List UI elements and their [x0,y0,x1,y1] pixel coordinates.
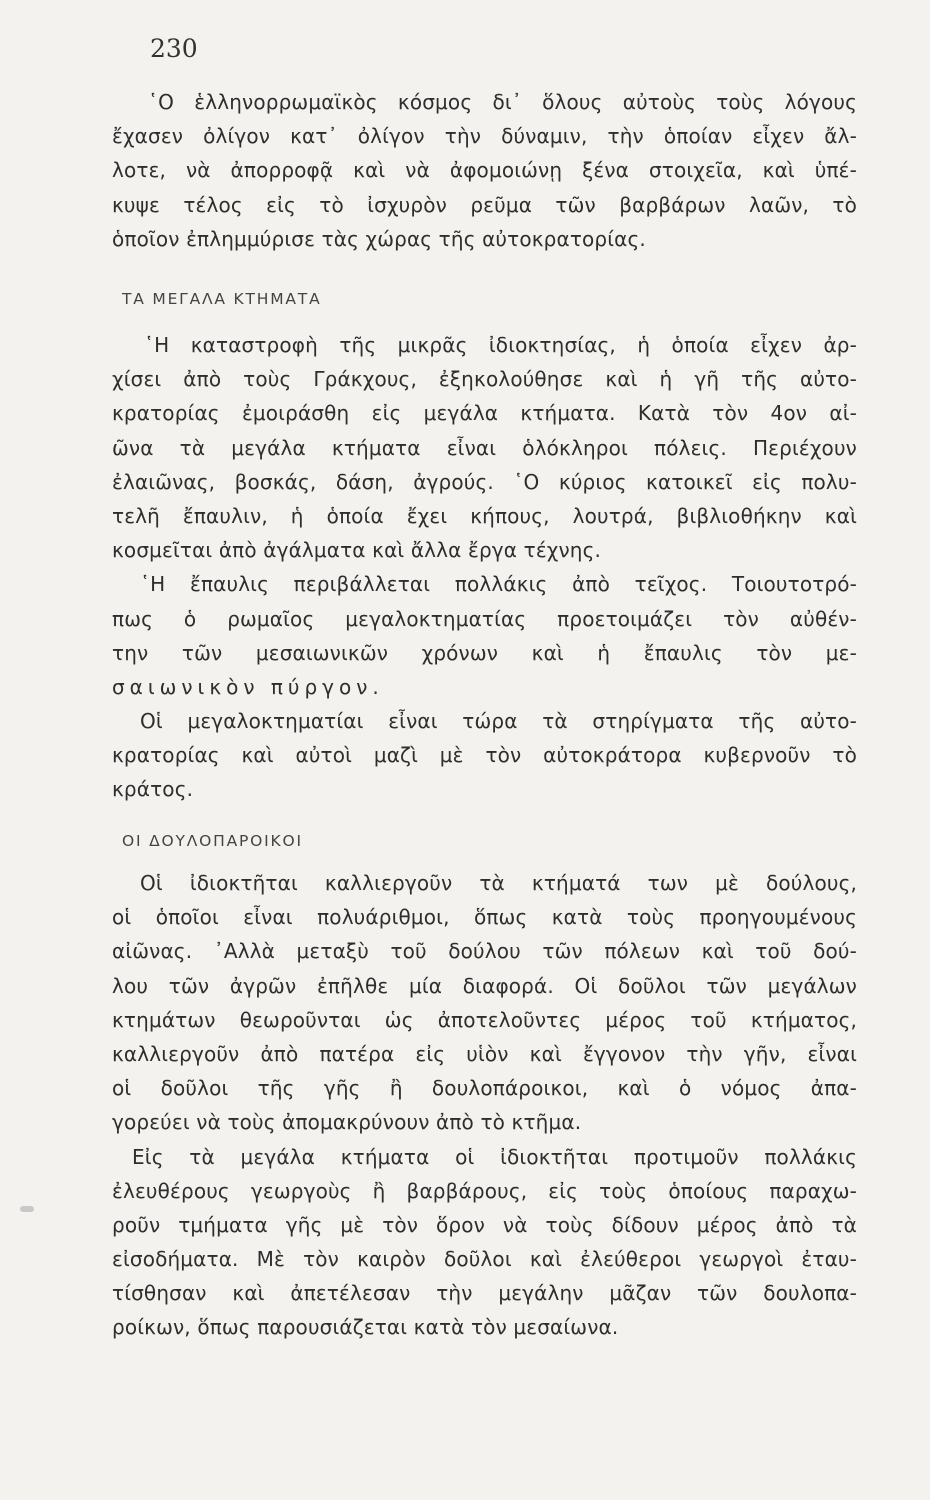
text-line: πως ὁ ρωμαῖος μεγαλοκτηματίας προετοιμάζει τὸν αὐθέν- [112,606,857,631]
text-line: κοσμεῖται ἀπὸ ἀγάλματα καὶ ἄλλα ἔργα τέχνης. [112,538,602,563]
text-line: κυψε τέλος εἰς τὸ ἰσχυρὸν ρεῦμα τῶν βαρβάρων λαῶν, τὸ [112,192,857,217]
text-line: ῶνα τὰ μεγάλα κτήματα εἶναι ὁλόκληροι πόλεις. Περιέχουν [112,435,857,460]
text-line: ῾Η ἔπαυλις περιβάλλεται πολλάκις ἀπὸ τεῖχος. Τοιουτοτρό- [140,572,857,597]
text-line: ροίκων, ὅπως παρουσιάζεται κατὰ τὸν μεσαίωνα. [112,1315,619,1340]
text-line: τελῆ ἔπαυλιν, ἡ ὁποία ἔχει κήπους, λουτρά, βιβλιοθήκην καὶ [112,503,857,528]
text-line: κτημάτων θεωροῦνται ὡς ἀποτελοῦντες μέρος τοῦ κτήματος, [112,1007,857,1032]
opening-paragraph [112,85,857,256]
text-line: γορεύει νὰ τοὺς ἀπομακρύνουν ἀπὸ τὸ κτῆμα. [112,1110,582,1135]
text-line: χίσει ἀπὸ τοὺς Γράκχους, ἐξηκολούθησε καὶ ἡ γῆ τῆς αὐτο- [112,367,857,392]
text-line: εἰσοδήματα. Μὲ τὸν καιρὸν δοῦλοι καὶ ἐλεύθεροι γεωργοὶ ἐταυ- [112,1247,857,1272]
text-line: τίσθησαν καὶ ἀπετέλεσαν τὴν μεγάλην μᾶζαν τῶν δουλοπα- [112,1281,857,1306]
text-line: ῾Ο ἑλληνορρωμαϊκὸς κόσμος δι᾽ ὅλους αὐτοὺς τοὺς λόγους [148,90,857,114]
text-line: οἱ δοῦλοι τῆς γῆς ἢ δουλοπάροικοι, καὶ ὁ νόμος ἀπα- [112,1076,857,1101]
text-line: αἰῶνας. ᾿Αλλὰ μεταξὺ τοῦ δούλου τῶν πόλεων καὶ τοῦ δού- [112,939,857,964]
text-line: ὁποῖον ἐπλημμύρισε τὰς χώρας τῆς αὐτοκρατορίας. [112,226,646,251]
text-line: λου τῶν ἀγρῶν ἐπῆλθε μία διαφορά. Οἱ δοῦλοι τῶν μεγάλων [112,973,857,998]
text-line: καλλιεργοῦν ἀπὸ πατέρα εἰς υἱὸν καὶ ἔγγονον τὴν γῆν, εἶναι [112,1041,857,1066]
text-line: Οἱ ἰδιοκτῆται καλλιεργοῦν τὰ κτήματά των μὲ δούλους, [140,871,857,895]
text-line: ἐλαιῶνας, βοσκάς, δάση, ἀγρούς. ῾Ο κύριος κατοικεῖ εἰς πολυ- [112,469,857,494]
text-line: ἐλευθέρους γεωργοὺς ἢ βαρβάρους, εἰς τοὺς ὁποίους παραχω- [112,1178,857,1203]
text-line: Οἱ μεγαλοκτηματίαι εἶναι τώρα τὰ στηρίγματα τῆς αὐτο- [140,709,857,734]
text-line: κράτος. [112,777,194,802]
text-line: ῾Η καταστροφὴ τῆς μικρᾶς ἰδιοκτησίας, ἡ ὁποία εἶχεν ἀρ- [144,333,857,357]
text-line: ἔχασεν ὀλίγον κατ᾽ ὀλίγον τὴν δύναμιν, τὴν ὁποίαν εἶχεν ἄλ- [112,124,857,149]
page-number: 230 [150,34,198,63]
section-serfs-text [112,866,857,1345]
section-heading-large-estates: ΤΑ ΜΕΓΑΛΑ ΚΤΗΜΑΤΑ [122,290,322,308]
text-line: ροῦν τμήματα γῆς μὲ τὸν ὅρον νὰ τοὺς δίδουν μέρος ἀπὸ τὰ [112,1212,857,1237]
text-line: σαιωνικὸν πύργον. [112,674,384,699]
section-heading-serfs: ΟΙ ΔΟΥΛΟΠΑΡΟΙΚΟΙ [122,832,303,850]
text-line: την τῶν μεσαιωνικῶν χρόνων καὶ ἡ ἔπαυλις τὸν με- [112,640,857,665]
text-line: οἱ ὁποῖοι εἶναι πολυάριθμοι, ὅπως κατὰ τοὺς προηγουμένους [112,905,857,930]
section-large-estates-text [112,328,857,807]
text-line: λοτε, νὰ ἀπορροφᾷ καὶ νὰ ἀφομοιώνῃ ξένα στοιχεῖα, καὶ ὑπέ- [112,158,857,183]
text-line: Εἰς τὰ μεγάλα κτήματα οἱ ἰδιοκτῆται προτιμοῦν πολλάκις [132,1144,857,1169]
text-line: κρατορίας καὶ αὐτοὶ μαζὶ μὲ τὸν αὐτοκράτορα κυβερνοῦν τὸ [112,743,857,768]
scan-mark [20,1206,34,1212]
text-line: κρατορίας ἐμοιράσθη εἰς μεγάλα κτήματα. Κατὰ τὸν 4ον αἰ- [112,401,857,426]
